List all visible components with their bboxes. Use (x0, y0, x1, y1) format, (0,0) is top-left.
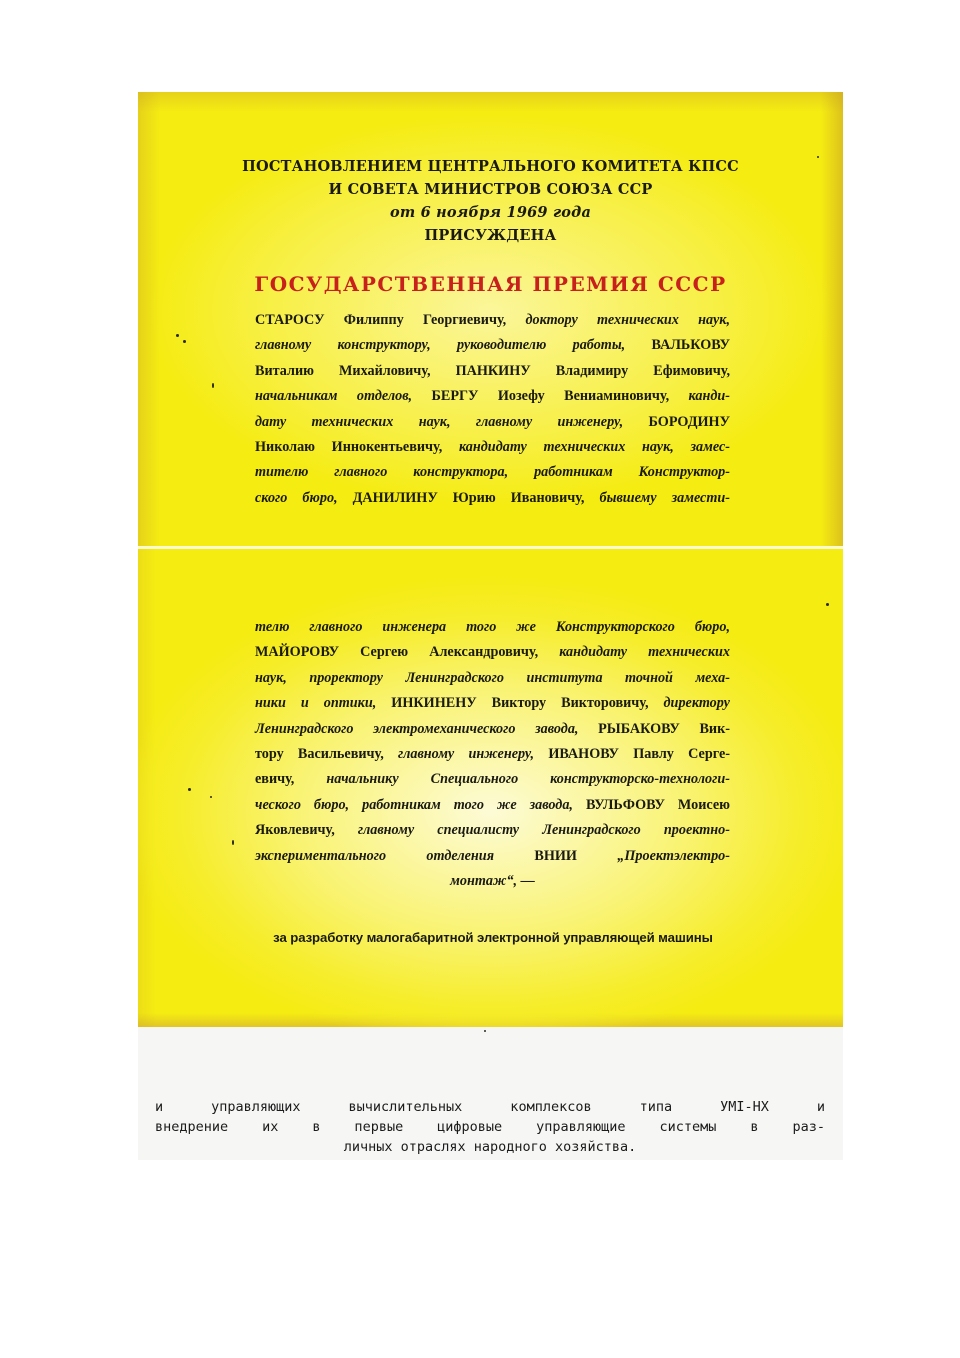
text-line (255, 742, 730, 767)
italic-segment: наук, проректору Ленинградского института точной меха- (255, 669, 730, 686)
italic-segment: доктору технических наук, (525, 312, 730, 328)
italic-segment: главному конструктору, руководителю работы, (255, 337, 652, 354)
prize-title: ГОСУДАРСТВЕННАЯ ПРЕМИЯ СССР (254, 272, 727, 296)
text-line (255, 793, 730, 818)
text-line (255, 460, 730, 485)
text-line (255, 359, 730, 384)
italic-segment: канди- (688, 388, 730, 405)
name-segment: МАЙОРОВУ Сергею Александровичу, (255, 644, 560, 661)
text-line (255, 640, 730, 665)
italic-segment: кандидату технических наук, замес- (458, 439, 730, 456)
caption-line: и управляющих вычислительных комплексов типа УМІ-НХ и (155, 1099, 825, 1115)
italic-segment: Ленинградского электромеханического завода, (255, 720, 599, 737)
speck (176, 334, 179, 337)
laureates-text-bottom (255, 615, 730, 894)
speck (188, 788, 191, 791)
header-line-1: ПОСТАНОВЛЕНИЕМ ЦЕНТРАЛЬНОГО КОМИТЕТА КПСС (242, 158, 739, 175)
speck (183, 340, 186, 343)
text-line (255, 844, 730, 869)
name-segment: Виталию Михайловичу, ПАНКИНУ Владимиру Ефимовичу, (255, 362, 730, 379)
italic-segment: главному специалисту Ленинградского проектно- (357, 822, 730, 839)
speck (826, 603, 829, 606)
text-line (255, 818, 730, 843)
caption-line: внедрение их в первые цифровые управляющие системы в раз- (155, 1119, 825, 1135)
text-line (255, 717, 730, 742)
header-awarded: ПРИСУЖДЕНА (424, 227, 557, 244)
text-line (255, 308, 730, 333)
text-line (255, 333, 730, 358)
italic-segment: начальникам отделов, (255, 388, 432, 405)
text-line (255, 666, 730, 691)
text-line (255, 435, 730, 460)
name-segment: СТАРОСУ Филиппу Георгиевичу, (255, 312, 526, 328)
caption-line: личных отраслях народного хозяйства. (343, 1139, 637, 1155)
text-line-end: монтаж“, — (450, 873, 535, 890)
name-segment: ВАЛЬКОВУ (651, 337, 730, 354)
italic-segment: начальнику Специального конструкторско-технологи- (326, 771, 730, 788)
speck (212, 383, 214, 388)
decree-header (138, 155, 843, 247)
name-segment: тору Васильевичу, (255, 746, 399, 763)
italic-segment: „Проектэлектро- (617, 847, 730, 864)
header-line-2: И СОВЕТА МИНИСТРОВ СОЮЗА ССР (328, 181, 653, 198)
name-segment: ВНИИ (534, 847, 618, 864)
text-line (255, 615, 730, 640)
text-line (255, 384, 730, 409)
caption-text (155, 1097, 825, 1157)
text-line (255, 486, 730, 511)
italic-segment: ского бюро, (255, 489, 353, 506)
speck (210, 796, 212, 798)
italic-segment: экспериментального отделения (255, 847, 535, 864)
name-segment: ВУЛЬФОВУ Моисею (585, 796, 730, 813)
name-segment: ИНКИНЕНУ Виктору Викторовичу, (391, 695, 664, 712)
italic-segment: телю главного инженера того же Конструкторского бюро, (255, 619, 730, 635)
header-date: от 6 ноября 1969 года (389, 204, 592, 221)
name-segment: евичу, (255, 771, 327, 788)
text-line (255, 691, 730, 716)
laureates-text-top (255, 308, 730, 511)
italic-segment: кандидату технических (559, 644, 730, 661)
text-line (255, 767, 730, 792)
award-reason: за разработку малогабаритной электронной управляющей машины (273, 930, 713, 945)
name-segment: ДАНИЛИНУ Юрию Ивановичу, (352, 489, 600, 506)
italic-segment: дату технических наук, главному инженеру, (255, 413, 649, 430)
italic-segment: тителю главного конструктора, работникам Конструктор- (255, 464, 730, 481)
name-segment: ИВАНОВУ Павлу Серге- (548, 746, 731, 763)
name-segment: Яковлевичу, (255, 822, 358, 839)
name-segment: РЫБАКОВУ Вик- (598, 720, 731, 737)
speck (484, 1030, 486, 1032)
italic-segment: главному инженеру, (398, 746, 549, 763)
italic-segment: бывшему замести- (599, 489, 730, 506)
italic-segment: ники и оптики, (255, 695, 392, 712)
text-line (255, 410, 730, 435)
name-segment: Николаю Иннокентьевичу, (255, 439, 459, 456)
name-segment: БОРОДИНУ (648, 413, 730, 430)
name-segment: БЕРГУ Иозефу Вениаминовичу, (431, 388, 689, 405)
speck (232, 840, 234, 845)
italic-segment: ческого бюро, работникам того же завода, (255, 796, 586, 813)
italic-segment: директору (663, 695, 730, 712)
